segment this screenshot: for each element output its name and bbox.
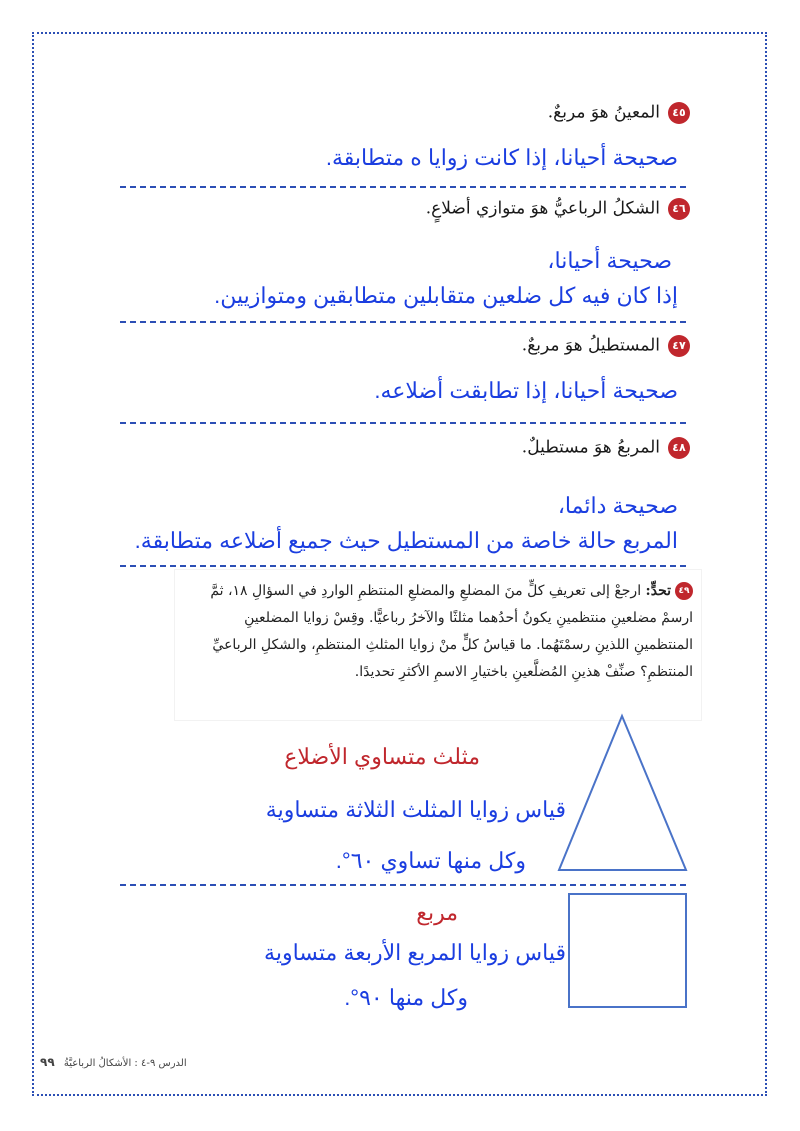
square-line-1: قياس زوايا المربع الأربعة متساوية (264, 940, 566, 965)
question-number-badge: ٤٨ (668, 437, 690, 459)
question-number-badge: ٤٩ (675, 582, 693, 600)
question-number-badge: ٤٥ (668, 102, 690, 124)
challenge-box (175, 570, 701, 720)
question-text: المعينُ هوَ مربعٌ. (547, 102, 660, 123)
answer-47: صحيحة أحيانا، إذا تطابقت أضلاعه. (374, 378, 678, 403)
question-46 (426, 198, 690, 220)
divider (120, 321, 686, 323)
answer-46-line-2: إذا كان فيه كل ضلعين متقابلين متطابقين ومتوازيين. (214, 283, 678, 308)
question-48 (522, 437, 690, 459)
equilateral-triangle-shape (555, 712, 690, 874)
square-line-2: وكل منها ٩٠°. (344, 985, 468, 1010)
triangle-heading: مثلث متساوي الأضلاع (284, 744, 480, 769)
question-text: المربعُ هوَ مستطيلٌ. (521, 437, 660, 458)
divider (120, 422, 686, 424)
divider (120, 565, 686, 567)
answer-45: صحيحة أحيانا، إذا كانت زوايا ه متطابقة. (325, 145, 678, 170)
triangle-line-2: وكل منها تساوي ٦٠°. (335, 848, 526, 873)
divider (120, 186, 686, 188)
square-heading: مربع (416, 900, 458, 925)
question-49 (188, 578, 693, 686)
question-number-badge: ٤٧ (668, 335, 690, 357)
question-text: ارجعْ إلى تعريفِ كلٍّ منَ المضلعِ والمضلعِ المنتظمِ الواردِ في السؤالِ ١٨، ثمَّ ارسمْ مضلعينِ منتظمينِ يكونُ أحدُهما مثلثًا والآخرُ رباعيًّا. وقِسْ زوايا المضلعينِ المنتظمينِ اللذينِ رسمْتَهُما. ما قياسُ كلٍّ منْ زوايا المثلثِ المنتظمِ، والشكلِ الرباعيِّ المنتظمِ؟ صنِّفْ هذينِ المُضلَّعينِ باختيارِ الاسمِ الأكثرِ تحديدًا. (210, 583, 693, 680)
footer-lesson: الدرس ٩-٤ : الأشكالُ الرباعيَّةُ (63, 1058, 187, 1069)
question-47 (522, 335, 690, 357)
answer-48-line-2: المربع حالة خاصة من المستطيل حيث جميع أضلاعه متطابقة. (134, 528, 678, 553)
question-number-badge: ٤٦ (668, 198, 690, 220)
page-footer (40, 1055, 187, 1069)
divider (120, 884, 686, 886)
question-text: الشكلُ الرباعيُّ هوَ متوازي أضلاعٍ. (425, 198, 660, 219)
challenge-label: تحدٍّ: (645, 583, 671, 599)
answer-48-line-1: صحيحة دائما، (557, 493, 678, 518)
question-text: المستطيلُ هوَ مربعٌ. (521, 335, 660, 356)
page-number: ٩٩ (40, 1055, 55, 1069)
square-shape (568, 893, 687, 1008)
answer-46-line-1: صحيحة أحيانا، (547, 248, 672, 273)
triangle-line-1: قياس زوايا المثلث الثلاثة متساوية (265, 797, 566, 822)
question-45 (548, 102, 690, 124)
